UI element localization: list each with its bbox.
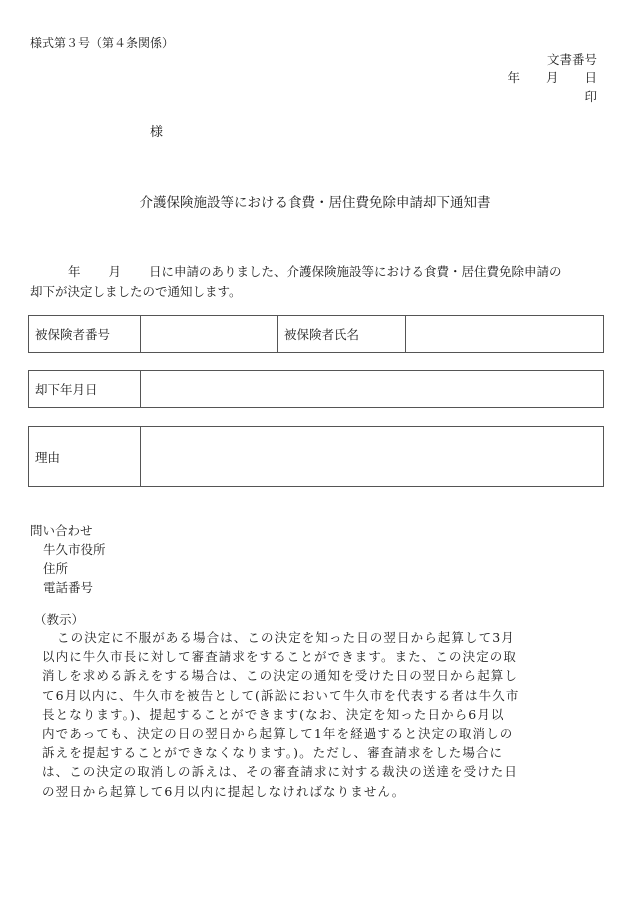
reason-label: 理由 — [29, 427, 141, 487]
contact-phone-label: 電話番号 — [43, 580, 94, 595]
body-line-1 — [30, 262, 605, 282]
insured-name-label: 被保険者氏名 — [278, 316, 406, 353]
issue-date — [507, 68, 597, 86]
contact-address-label: 住所 — [43, 561, 69, 576]
body-line-1-text: 日に申請のありました、介護保険施設等における食費・居住費免除申請の — [149, 264, 562, 279]
rejection-date-table — [28, 370, 604, 408]
notice-line: 長となります。)、提起することができます(なお、決定を知った日から6月以 — [42, 706, 505, 722]
notice-line: 内であっても、決定の日の翌日から起算して1年を経過すると決定の取消しの — [42, 726, 514, 742]
seal-mark: 印 — [584, 89, 597, 104]
notice-body — [42, 628, 595, 801]
notice-line: は、この決定の取消しの訴えは、その審査請求に対する裁決の送達を受けた日 — [42, 764, 519, 780]
body-line-2: 却下が決定しましたので通知します。 — [30, 284, 242, 299]
notice-line: て6月以内に、牛久市を被告として(訴訟において牛久市を代表する者は牛久市 — [42, 687, 520, 703]
insured-number-label: 被保険者番号 — [29, 316, 141, 353]
notice-line: 消しを求める訴えをする場合は、この決定の通知を受けた日の翌日から起算し — [42, 668, 519, 684]
insured-name-field[interactable] — [406, 316, 604, 353]
issue-date-month: 月 — [545, 70, 559, 85]
application-year: 年 — [68, 264, 81, 279]
notice-line: の翌日から起算して6月以内に提起しなければなりません。 — [42, 783, 406, 799]
contact-office: 牛久市役所 — [43, 542, 106, 557]
contact-heading: 問い合わせ — [30, 523, 93, 538]
notice-line: 以内に牛久市長に対して審査請求をすることができます。また、この決定の取 — [42, 649, 518, 665]
issue-date-day: 日 — [584, 70, 597, 85]
notice-line: 訴えを提起することができなくなります。)。ただし、審査請求をした場合に — [42, 745, 504, 761]
document-number-label: 文書番号 — [546, 52, 597, 67]
application-month: 月 — [108, 264, 122, 279]
document-title: 介護保険施設等における食費・居住費免除申請却下通知書 — [139, 195, 491, 211]
reason-table — [28, 426, 604, 487]
form-number: 様式第３号（第４条関係） — [30, 36, 175, 50]
rejection-date-label: 却下年月日 — [29, 371, 141, 408]
contact-section — [30, 521, 106, 597]
issue-date-year: 年 — [507, 70, 520, 85]
addressee-suffix: 様 — [150, 125, 164, 140]
notification-body — [30, 262, 605, 302]
insured-info-table — [28, 315, 604, 353]
insured-number-field[interactable] — [141, 316, 278, 353]
rejection-date-field[interactable] — [141, 371, 604, 408]
notice-line: この決定に不服がある場合は、この決定を知った日の翌日から起算して3月 — [57, 630, 515, 645]
reason-field[interactable] — [141, 427, 604, 487]
notice-heading: （教示） — [34, 612, 85, 627]
